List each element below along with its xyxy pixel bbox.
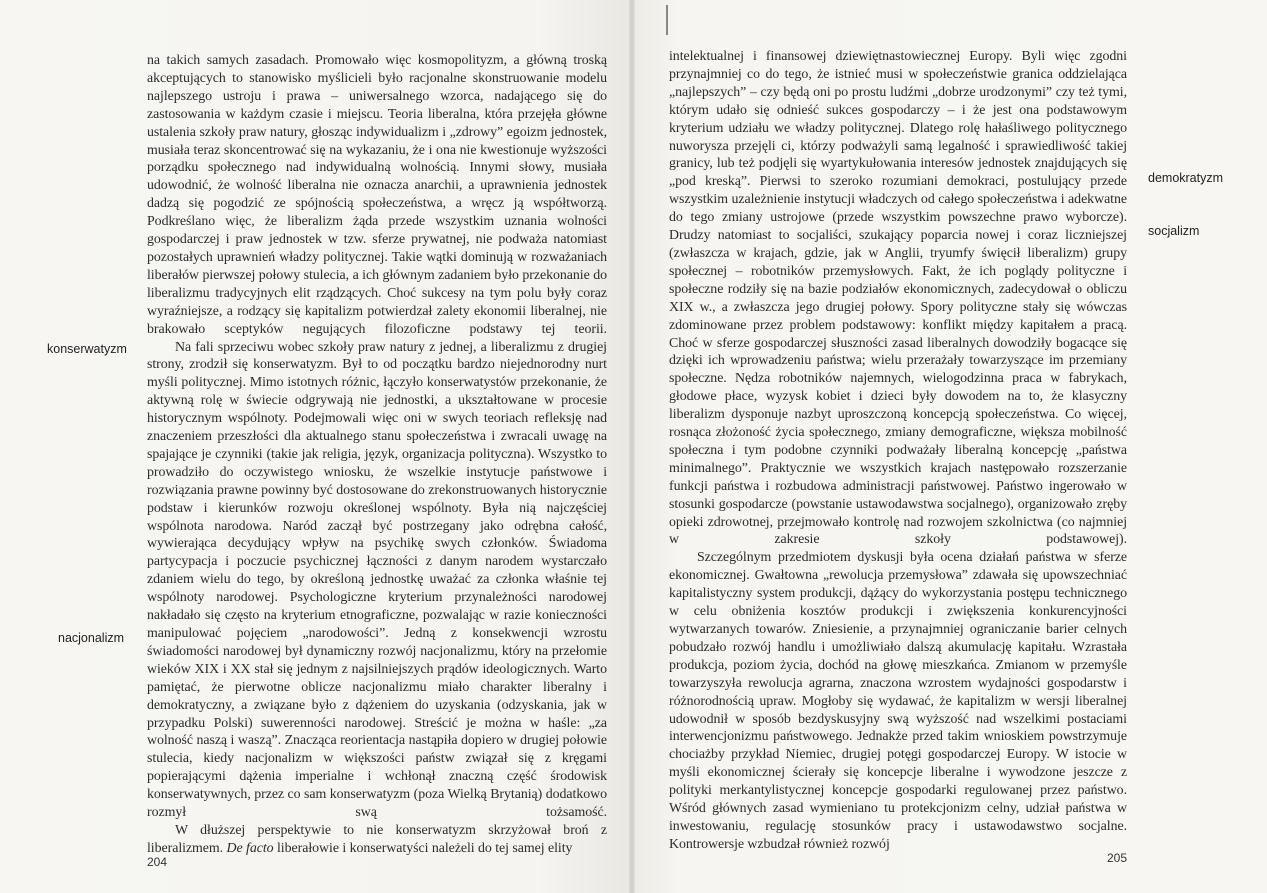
margin-term-demokratyzm: demokratyzm xyxy=(1148,171,1224,185)
left-paragraph-2: Na fali sprzeciwu wobec szkoły praw natury z jednej, a liberalizmu z drugiej strony, zrodził się konserwatyzm. Był to od początku bardzo niejednorodny nurt myśli politycznej. Mimo istotnych różnic, łączyło konserwatystów przekonanie, że aktywną rolę w świecie odgrywają nie jednostki, a ukształtowane w procesie historycznym wspólnoty. Podejmowali więc oni w swych teoriach refleksję nad znaczeniem przeszłości dla aktualnego stanu społeczeństwa i zwracali uwagę na spajające je czynniki (takie jak religia, język, organizacja polityczna). Wszystko to prowadziło do oczywistego wniosku, że wszelkie instytucje państwowe i rozwiązania prawne powinny być dostosowane do zrekonstruowanych historycznie podstaw i kierunków rozwoju określonej wspólnoty. Była nią najczęściej wspólnota narodowa. Naród zaczął być postrzegany jako odrębna całość, wywierająca decydujący wpływ na psychikę swych członków. Świadoma partycypacja i poczucie psychicznej łączności z danym narodem wystarczało zdaniem wielu do tego, by określoną jednostkę uważać za członka właśnie tej wspólnoty narodowej. Psychologiczne kryterium przynależności narodowej nakładało się często na kryterium etnograficzne, pozwalając w razie konieczności manipulować pojęciem „narodowości”. Jedną z konsekwencji wzrostu świadomości narodowej był dynamiczny rozwój nacjonalizmu, który na przełomie wieków XIX i XX stał się jednym z najsilniejszych prądów ideologicznych. Warto pamiętać, że pierwotne oblicze nacjonalizmu miało charakter liberalny i demokratyczny, a związane było z dążeniem do uzyskania (odzyskania, jak w przypadku Polski) suwerenności narodowej. Streścić je można w haśle: „za wolność naszą i waszą”. Znacząca reorientacja nastąpiła dopiero w drugiej połowie stulecia, kiedy nacjonalizm w większości państw związał się z kręgami popierającymi dążenia imperialne i wchłonął znaczną część środowisk konserwatywnych, przez co sam konserwatyzm (poza Wielką Brytanią) dodatkowo rozmył swą tożsamość. xyxy=(147,339,607,821)
page-number-left: 204 xyxy=(147,855,168,869)
margin-term-konserwatyzm: konserwatyzm xyxy=(47,342,127,356)
right-paragraph-2: Szczególnym przedmiotem dyskusji była ocena działań państwa w sferze ekonomicznej. Gwałtowna „rewolucja przemysłowa” zdawała się upowszechniać kapitalistyczny system produkcji, dążący do wykorzystania postępu technicznego w celu obniżenia kosztów produkcji i zwiększenia konkurencyjności wytwarzanych towarów. Zniesienie, a przynajmniej ograniczanie barier celnych pobudzało rozwój handlu i umożliwiało dalszą akumulację kapitału. Wzrastała produkcja, poziom życia, dochód na głowę mieszkańca. Zmianom w przemyśle towarzyszyła rewolucja agrarna, znaczona wzrostem wydajności gospodarstw i różnorodnością upraw. Mogłoby się wydawać, że kapitalizm w wersji liberalnej udowodnił w sposób bezdyskusyjny swą wyższość nad wszelkimi postaciami interwencjonizmu państwowego. Jednakże przed takim wnioskiem powstrzymuje chociażby przykład Niemiec, drugiej potęgi gospodarczej Europy. W istocie w myśli ekonomicznej ścierały się koncepcje liberalne i wywodzone jeszcze z polityki merkantylistycznej koncepcje gospodarki regulowanej przez państwo. Wśród głównych zasad wymieniano tu protekcjonizm celny, udział państwa w inwestowaniu, regulację stosunków pracy i ustawodawstwo socjalne. Kontrowersje wzbudzał również rozwój xyxy=(669,550,1127,852)
left-paragraph-3: W dłuższej perspektywie to nie konserwatyzm skrzyżował broń z liberalizmem. De facto liberałowie i konserwatyści należeli do tej samej elity xyxy=(147,822,607,856)
margin-term-socjalizm: socjalizm xyxy=(1148,224,1200,238)
book-gutter xyxy=(629,0,635,893)
left-page-body xyxy=(147,52,607,858)
right-page-body xyxy=(669,48,1127,854)
page-number-right: 205 xyxy=(1107,851,1128,865)
margin-term-nacjonalizm: nacjonalizm xyxy=(58,631,125,645)
right-paragraph-1: intelektualnej i finansowej dziewiętnastowiecznej Europy. Byli więc zgodni przynajmniej co do tego, że istnieć musi w społeczeństwie granica oddzielająca „najlepszych” – czy będą oni po prostu ludźmi „dobrze urodzonymi” czy też tymi, którym udało się odnieść sukces gospodarczy – i że jest ona podstawowym kryterium udziału we władzy politycznej. Dlatego rolę hałaśliwego politycznego nuworysza przejęli ci, którzy podważyli samą legalność i sprawiedliwość takiej granicy, lub też podjęli się wyartykułowania interesów jednostek znajdujących się „pod kreską”. Pierwsi to szeroko rozumiani demokraci, postulujący przede wszystkim uzależnienie instytucji władczych od całego społeczeństwa i adekwatne do tego zmiany ustrojowe (przede wszystkim powszechne prawo wyborcze). Drudzy natomiast to socjaliści, szukający poparcia nowej i coraz liczniejszej (zwłaszcza w krajach, gdzie, jak w Anglii, tryumfy święcił liberalizm) grupy społecznej – robotników przemysłowych. Fakt, że ich poglądy polityczne i społeczne rodziły się na bazie podziałów ekonomicznych, zadecydował o obliczu XIX w., a zwłaszcza jego drugiej połowy. Spory polityczne stały się wówczas zdominowane przez problem podstawowy: konflikt między kapitałem a pracą. Choć w sferze gospodarczej słuszności zasad liberalnych dowodziły bogacące się dzięki ich wprowadzeniu państwa; wielu przerażały towarzyszące im przemiany społeczne. Nędza robotników najemnych, wielogodzinna praca w fabrykach, głodowe płace, wyzysk kobiet i dzieci były dowodem na to, że klasyczny liberalizm dysponuje nazbyt uproszczoną koncepcją społeczeństwa. Co więcej, rosnąca złożoność życia społecznego, zmiany demograficzne, większa mobilność społeczna i tym podobne czynniki podważały liberalną koncepcję „państwa minimalnego”. Praktycznie we wszystkich krajach następowało rozszerzanie funkcji państwa i rozbudowa administracji państwowej. Państwo ingerowało w stosunki gospodarcze (powstanie ustawodawstwa socjalnego), organizowało zręby opieki zdrowotnej, przejmowało kontrolę nad rozwojem szkolnictwa (co najmniej w zakresie szkoły podstawowej). xyxy=(669,49,1127,548)
italic-phrase-de-facto: De facto xyxy=(226,840,274,856)
left-paragraph-1: na takich samych zasadach. Promowało więc kosmopolityzm, a główną troską akceptujących to stanowisko myślicieli było racjonalne skonstruowanie modelu najlepszego ustroju i prawa – uniwersalnego wzorca, nadającego się do zastosowania w każdym czasie i miejscu. Teoria liberalna, która przejęła główne ustalenia szkoły praw natury, głosząc indywidualizm i „zdrowy” egoizm jednostek, musiała teraz skoncentrować się na wykazaniu, że i ona nie kwestionuje wyższości porządku społecznego nad indywidualną wolnością. Innymi słowy, musiała udowodnić, że wolność liberalna nie oznacza anarchii, a uprawnienia jednostek dadzą się pogodzić ze spójnością społeczeństwa, a wręcz ją współtworzą. Podkreślano więc, że liberalizm żąda przede wszystkim uznania wolności gospodarczej i praw jednostek w tzw. sferze prywatnej, nie podważa natomiast pozostałych uprawnień władzy politycznej. Takie wątki dominują w rozważaniach liberałów pierwszej połowy stulecia, a ich głównym zadaniem było przekonanie do liberalizmu tradycyjnych elit rządzących. Choć sukcesy na tym polu były coraz wyraźniejsze, a rodzący się kapitalizm potwierdzał zalety ekonomii liberalnej, nie brakowało sceptyków negujących filozoficzne podstawy tej teorii. xyxy=(147,53,607,337)
spine-mark xyxy=(666,5,668,35)
